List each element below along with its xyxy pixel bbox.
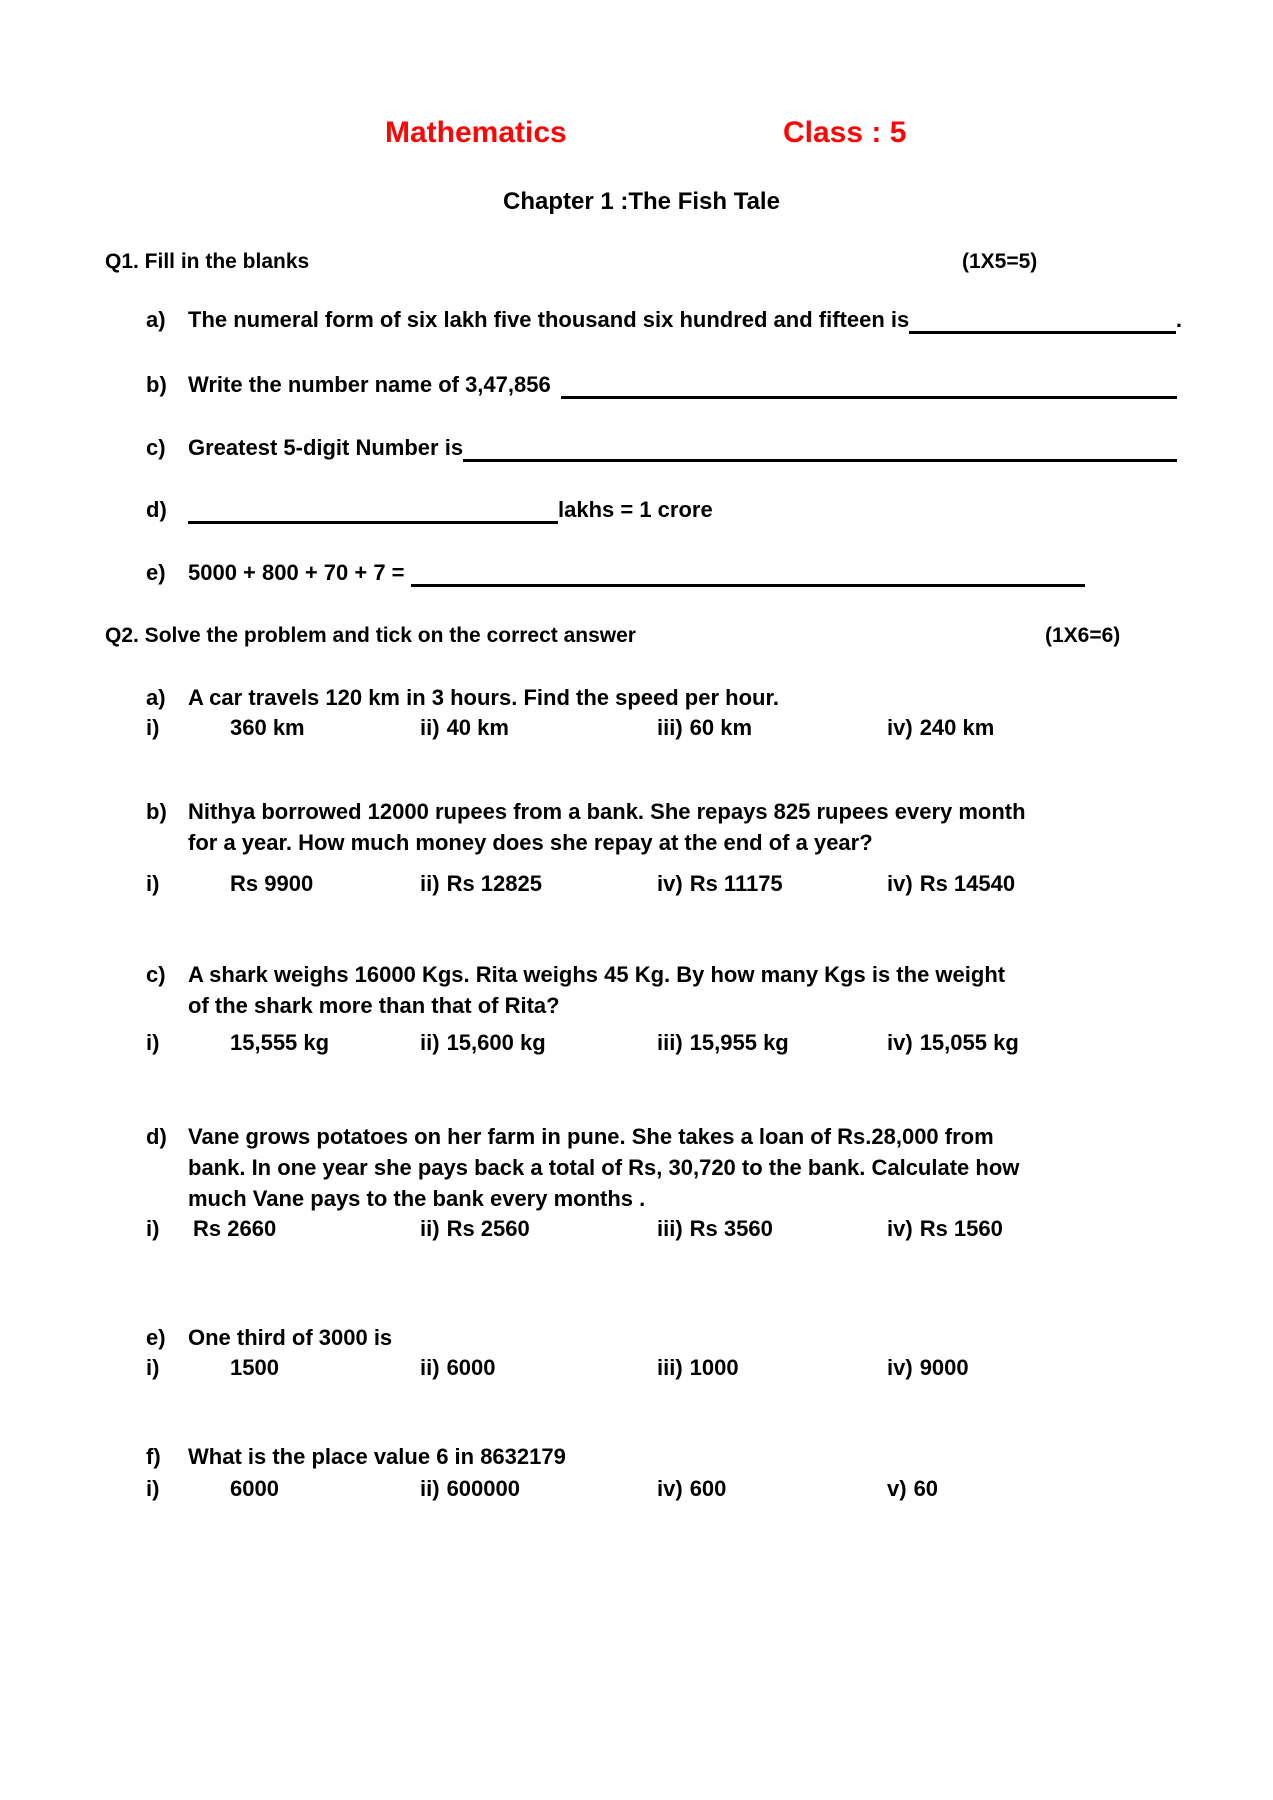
option-value: Rs 14540 — [919, 871, 1016, 896]
option-value: 240 km — [919, 715, 995, 740]
option-label: iv) — [657, 871, 683, 896]
item-letter: b) — [146, 372, 167, 397]
q1-item-d — [0, 496, 1273, 524]
option-label: i) — [146, 715, 160, 740]
item-text: Write the number name of 3,47,856 — [188, 372, 551, 397]
option-value: Rs 2660 — [193, 1216, 277, 1241]
blank-line — [561, 394, 1177, 399]
question-text: Nithya borrowed 12000 rupees from a bank. She repays 825 rupees every month — [188, 799, 1026, 824]
options-row — [0, 713, 1273, 743]
question-text: of the shark more than that of Rita? — [188, 993, 560, 1018]
options-row — [0, 1214, 1273, 1244]
item-letter: d) — [146, 497, 167, 522]
options-row — [0, 1474, 1273, 1504]
page-title-subject: Mathematics — [385, 116, 567, 149]
question-letter: b) — [146, 799, 167, 824]
option-label: i) — [146, 1476, 160, 1501]
option-value: Rs 12825 — [446, 871, 542, 896]
option-label: ii) — [420, 871, 440, 896]
option-label: iii) — [657, 1216, 683, 1241]
option-value: 1000 — [689, 1355, 739, 1380]
option-label: iii) — [657, 1030, 683, 1055]
question-text: Vane grows potatoes on her farm in pune. She takes a loan of Rs.28,000 from — [188, 1124, 994, 1149]
q1-item-b — [0, 371, 1273, 399]
blank-line — [188, 519, 558, 524]
option-value: Rs 9900 — [230, 871, 314, 896]
option-value: Rs 1560 — [919, 1216, 1003, 1241]
item-letter: c) — [146, 435, 166, 460]
item-text: 5000 + 800 + 70 + 7 = — [188, 560, 405, 585]
question-letter: a) — [146, 685, 166, 710]
question-text: One third of 3000 is — [188, 1325, 393, 1350]
question-letter: c) — [146, 962, 166, 987]
option-value: 60 — [913, 1476, 939, 1501]
option-label: iv) — [887, 715, 913, 740]
option-label: ii) — [420, 1355, 440, 1380]
option-value: 600 — [689, 1476, 727, 1501]
option-label: iv) — [887, 1216, 913, 1241]
question-text: A shark weighs 16000 Kgs. Rita weighs 45 Kg. By how many Kgs is the weight — [188, 962, 1006, 987]
question-text: much Vane pays to the bank every months . — [188, 1186, 646, 1211]
question-text: What is the place value 6 in 8632179 — [188, 1444, 566, 1469]
options-row — [0, 869, 1273, 899]
blank-line — [909, 329, 1176, 334]
option-label: i) — [146, 871, 160, 896]
option-label: iv) — [887, 1030, 913, 1055]
question-text: A car travels 120 km in 3 hours. Find the speed per hour. — [188, 685, 779, 710]
blank-line — [411, 582, 1085, 587]
option-label: i) — [146, 1355, 160, 1380]
q1-marks: (1X5=5) — [962, 250, 1038, 273]
option-label: i) — [146, 1216, 160, 1241]
option-label: iii) — [657, 1355, 683, 1380]
option-value: 40 km — [446, 715, 509, 740]
option-label: iv) — [657, 1476, 683, 1501]
option-value: 1500 — [230, 1355, 279, 1380]
option-value: 600000 — [446, 1476, 520, 1501]
option-value: 15,955 kg — [689, 1030, 789, 1055]
q1-item-a — [0, 306, 1273, 334]
option-value: 6000 — [230, 1476, 279, 1501]
options-row — [0, 1028, 1273, 1058]
option-value: 9000 — [919, 1355, 969, 1380]
item-letter: e) — [146, 560, 166, 585]
q1-heading: Q1. Fill in the blanks — [105, 250, 310, 273]
option-value: Rs 3560 — [689, 1216, 773, 1241]
question-text: bank. In one year she pays back a total of Rs, 30,720 to the bank. Calculate how — [188, 1155, 1020, 1180]
question-letter: e) — [146, 1325, 166, 1350]
q2-marks: (1X6=6) — [1045, 624, 1121, 647]
item-letter: a) — [146, 307, 166, 332]
q1-item-c — [0, 434, 1273, 462]
option-value: 15,055 kg — [919, 1030, 1019, 1055]
question-letter: d) — [146, 1124, 167, 1149]
option-label: ii) — [420, 1216, 440, 1241]
question-letter: f) — [146, 1444, 161, 1469]
option-label: ii) — [420, 715, 440, 740]
item-text-after: . — [1175, 307, 1182, 332]
item-text-after: lakhs = 1 crore — [558, 497, 713, 522]
q1-item-e — [0, 559, 1273, 587]
page-title-class: Class : 5 — [783, 116, 907, 149]
option-label: i) — [146, 1030, 160, 1055]
options-row — [0, 1353, 1273, 1383]
option-value: 60 km — [689, 715, 753, 740]
chapter-title: Chapter 1 :The Fish Tale — [503, 188, 780, 215]
option-value: 15,555 kg — [230, 1030, 330, 1055]
option-label: iv) — [887, 1355, 913, 1380]
option-label: ii) — [420, 1030, 440, 1055]
q2-heading: Q2. Solve the problem and tick on the correct answer — [105, 624, 636, 647]
option-label: iii) — [657, 715, 683, 740]
option-value: 15,600 kg — [446, 1030, 546, 1055]
blank-line — [463, 457, 1177, 462]
option-value: 6000 — [446, 1355, 496, 1380]
option-label: v) — [887, 1476, 907, 1501]
option-label: iv) — [887, 871, 913, 896]
question-text: for a year. How much money does she repay at the end of a year? — [188, 830, 873, 855]
option-value: 360 km — [230, 715, 305, 740]
item-text: Greatest 5-digit Number is — [188, 435, 464, 460]
option-label: ii) — [420, 1476, 440, 1501]
option-value: Rs 2560 — [446, 1216, 530, 1241]
option-value: Rs 11175 — [689, 871, 783, 896]
item-text: The numeral form of six lakh five thousand six hundred and fifteen is — [188, 307, 910, 332]
